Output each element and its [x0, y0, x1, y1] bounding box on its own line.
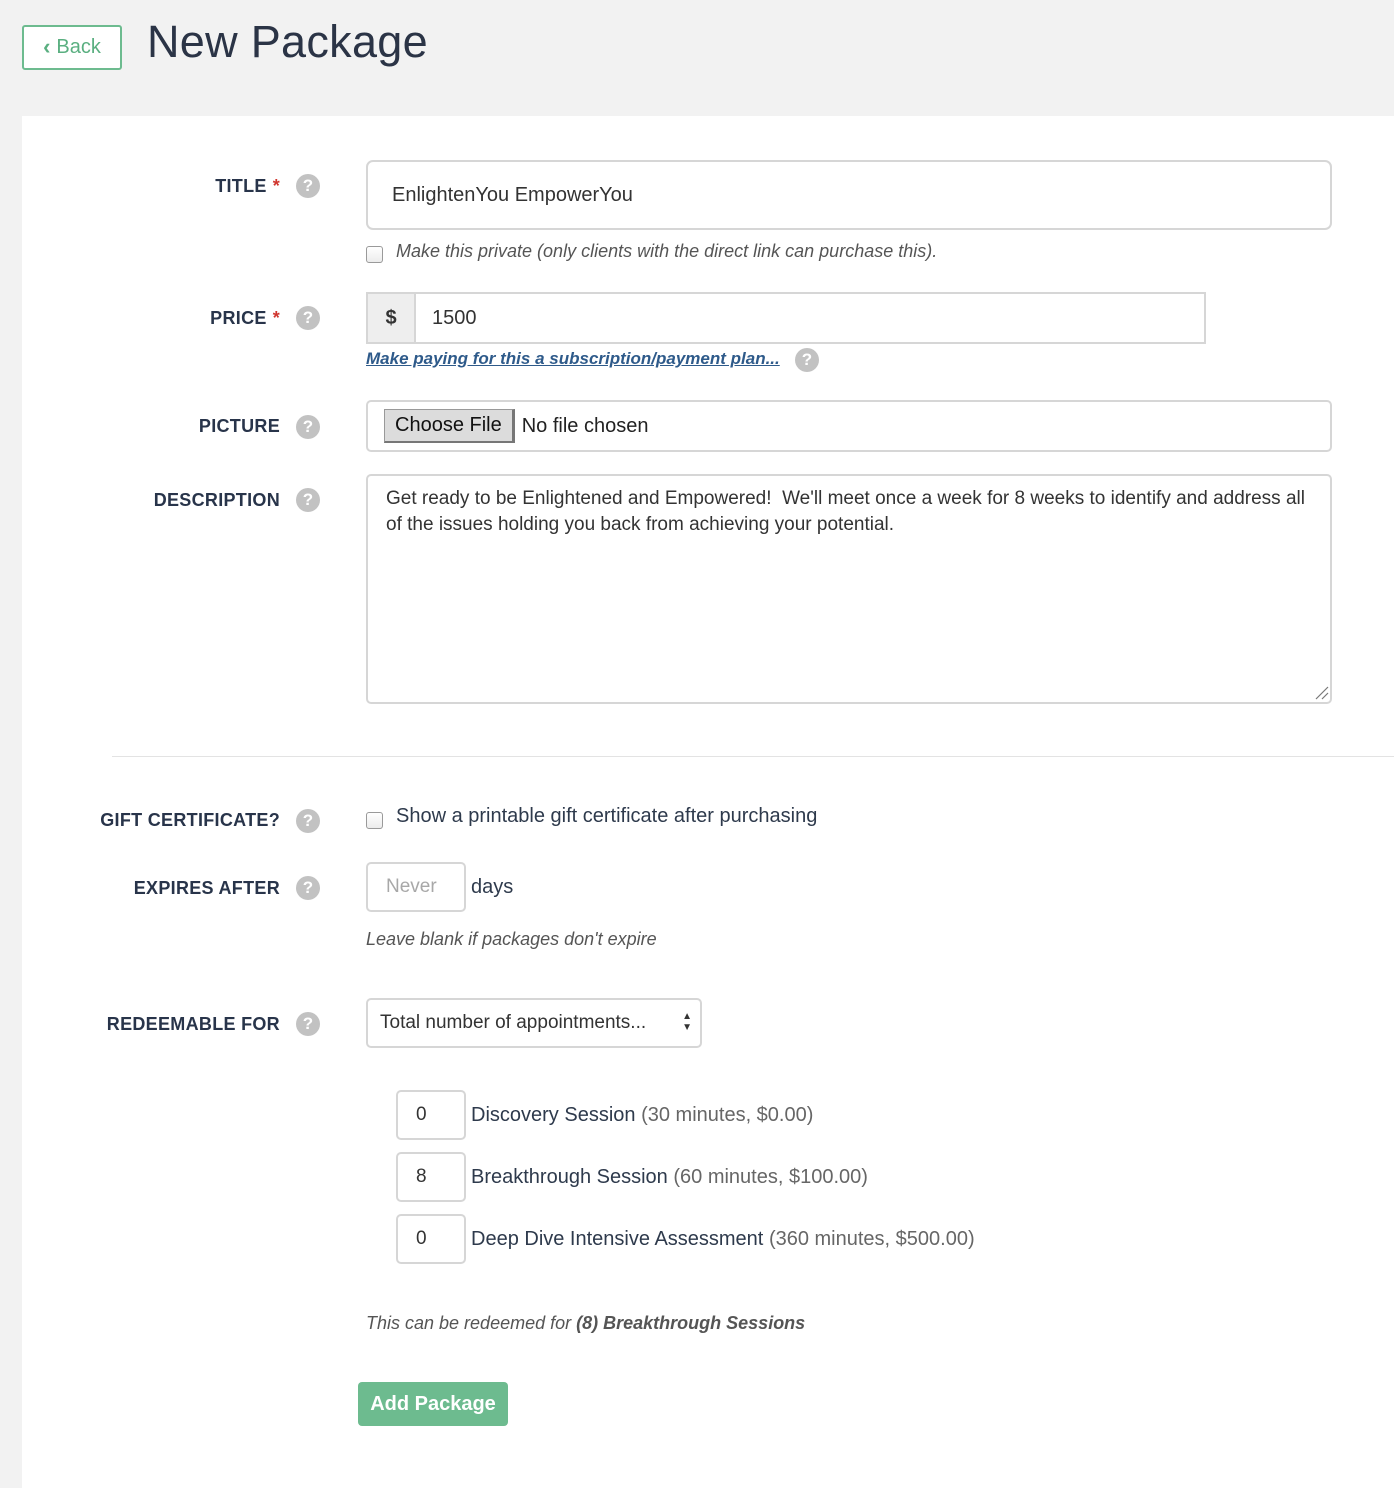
select-arrows-icon: ▲ ▼: [682, 1011, 692, 1033]
picture-label: PICTURE: [198, 416, 280, 436]
service-meta: (60 minutes, $100.00): [673, 1166, 868, 1188]
service-quantity-input[interactable]: [396, 1152, 466, 1202]
service-name: Deep Dive Intensive Assessment: [471, 1228, 764, 1250]
redeemable-for-help-icon[interactable]: ?: [296, 1012, 320, 1036]
expires-after-help-icon[interactable]: ?: [296, 876, 320, 900]
price-required-mark: *: [272, 308, 280, 328]
title-help-icon[interactable]: ?: [296, 174, 320, 198]
description-label: DESCRIPTION: [153, 490, 280, 510]
gift-certificate-checkbox-label: Show a printable gift certificate after purchasing: [396, 805, 818, 827]
service-name: Discovery Session: [471, 1104, 636, 1126]
gift-certificate-help-icon[interactable]: ?: [296, 809, 320, 833]
redeemable-for-label: REDEEMABLE FOR: [106, 1014, 280, 1034]
price-input[interactable]: [416, 294, 1204, 342]
add-package-button[interactable]: Add Package: [358, 1382, 508, 1426]
service-row: [471, 1228, 975, 1251]
price-label-text: PRICE: [210, 308, 267, 328]
title-input[interactable]: [366, 160, 1332, 230]
resize-grip-icon[interactable]: [1313, 684, 1329, 700]
currency-addon: $: [368, 294, 416, 342]
redeemable-for-select[interactable]: [366, 998, 702, 1048]
title-label-text: TITLE: [215, 176, 267, 196]
service-row: [471, 1166, 868, 1189]
picture-file-input: [366, 400, 1332, 452]
section-divider: [112, 756, 1394, 757]
title-required-mark: *: [272, 176, 280, 196]
chevron-left-icon: ‹: [43, 33, 51, 59]
expires-after-input[interactable]: [366, 862, 466, 912]
picture-help-icon[interactable]: ?: [296, 415, 320, 439]
price-input-group: [366, 292, 1206, 344]
gift-certificate-checkbox[interactable]: [366, 812, 383, 829]
price-label: [120, 308, 280, 329]
gift-certificate-label: GIFT CERTIFICATE?: [100, 810, 280, 830]
service-name: Breakthrough Session: [471, 1166, 668, 1188]
expires-hint: Leave blank if packages don't expire: [366, 929, 657, 949]
expires-after-label: EXPIRES AFTER: [133, 878, 280, 898]
redeem-summary: [366, 1313, 805, 1334]
service-row: [471, 1104, 813, 1127]
back-button-label: Back: [56, 36, 101, 58]
subscription-plan-link[interactable]: Make paying for this a subscription/payment plan...: [366, 349, 780, 368]
redeemable-for-selected: Total number of appointments...: [380, 1012, 647, 1033]
back-button[interactable]: [22, 25, 122, 70]
private-checkbox[interactable]: [366, 246, 383, 263]
file-status: No file chosen: [521, 414, 649, 437]
service-meta: (30 minutes, $0.00): [641, 1104, 814, 1126]
private-checkbox-label: Make this private (only clients with the direct link can purchase this).: [396, 241, 938, 261]
description-textarea[interactable]: [366, 474, 1332, 704]
service-meta: (360 minutes, $500.00): [768, 1228, 975, 1250]
price-help-icon[interactable]: ?: [296, 306, 320, 330]
title-label: [120, 176, 280, 197]
subscription-help-icon[interactable]: ?: [795, 348, 819, 372]
page-title: New Package: [147, 16, 428, 67]
redeem-summary-prefix: This can be redeemed for: [366, 1313, 572, 1333]
description-help-icon[interactable]: ?: [296, 488, 320, 512]
expires-unit: days: [471, 876, 514, 898]
service-quantity-input[interactable]: [396, 1090, 466, 1140]
service-quantity-input[interactable]: [396, 1214, 466, 1264]
redeem-summary-bold: (8) Breakthrough Sessions: [576, 1313, 806, 1333]
choose-file-button[interactable]: Choose File: [384, 409, 515, 443]
